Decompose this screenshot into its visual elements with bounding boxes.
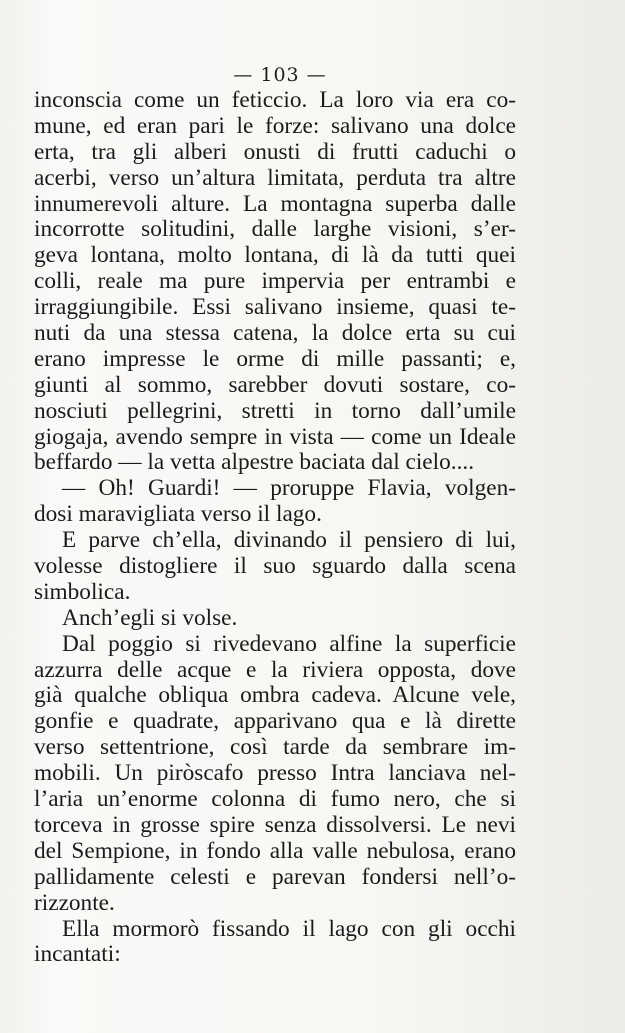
text-line: incantati:: [34, 941, 121, 968]
text-line: erta, tra gli alberi onusti di frutti caduchi o: [34, 138, 516, 165]
body-text: [34, 88, 516, 968]
text-line: simbolica.: [34, 578, 131, 605]
text-line: nuti da una stessa catena, la dolce erta su cui: [34, 320, 516, 347]
text-line: irraggiungibile. Essi salivano insieme, quasi te-: [34, 294, 516, 321]
text-line: gonfie e quadrate, apparivano qua e là dirette: [34, 708, 516, 735]
text-line: Anch’egli si volse.: [62, 604, 238, 631]
text-line: geva lontana, molto lontana, di là da tutti quei: [34, 242, 516, 269]
text-line: dosi maravigliata verso il lago.: [34, 501, 322, 528]
text-line: mobili. Un piròscafo presso Intra lanciava nel-: [34, 760, 516, 787]
text-line: innumerevoli alture. La montagna superba dalle: [34, 190, 516, 217]
text-line: verso settentrione, così tarde da sembrare im-: [34, 734, 516, 761]
text-line: E parve ch’ella, divinando il pensiero di lui,: [62, 527, 516, 554]
text-line: del Sempione, in fondo alla valle nebulosa, erano: [34, 837, 516, 864]
text-line: torceva in grosse spire senza dissolversi. Le nevi: [34, 811, 516, 838]
text-line: mune, ed eran pari le forze: salivano una dolce: [34, 112, 516, 139]
text-line: Ella mormorò fissando il lago con gli occhi: [62, 915, 516, 942]
text-line: pallidamente celesti e parevan fondersi nell’o-: [34, 863, 516, 890]
text-line: inconscia come un feticcio. La loro via era co-: [34, 87, 516, 113]
text-line: beffardo — la vetta alpestre baciata dal cielo....: [34, 449, 475, 476]
text-line: — Oh! Guardi! — proruppe Flavia, volgen-: [62, 475, 516, 502]
text-line: erano impresse le orme di mille passanti; e,: [34, 345, 516, 372]
text-line: giunti al sommo, sarebber dovuti sostare, co-: [34, 371, 516, 398]
text-line: acerbi, verso un’altura limitata, perduta tra altre: [34, 164, 516, 191]
text-line: l’aria un’enorme colonna di fumo nero, che si: [34, 786, 516, 813]
text-line: nosciuti pellegrini, stretti in torno dall’umile: [34, 397, 516, 424]
text-line: già qualche obliqua ombra cadeva. Alcune vele,: [34, 682, 516, 709]
text-line: azzurra delle acque e la riviera opposta, dove: [34, 656, 516, 683]
text-line: Dal poggio si rivedevano alfine la superficie: [62, 630, 516, 657]
text-line: giogaja, avendo sempre in vista — come un Ideale: [34, 423, 516, 450]
text-line: volesse distogliere il suo sguardo dalla scena: [34, 553, 516, 580]
text-line: rizzonte.: [34, 889, 115, 916]
text-line: colli, reale ma pure impervia per entrambi e: [34, 268, 516, 295]
text-line: incorrotte solitudini, dalle larghe visioni, s’er-: [34, 216, 516, 243]
page-number: — 103 —: [233, 64, 327, 86]
